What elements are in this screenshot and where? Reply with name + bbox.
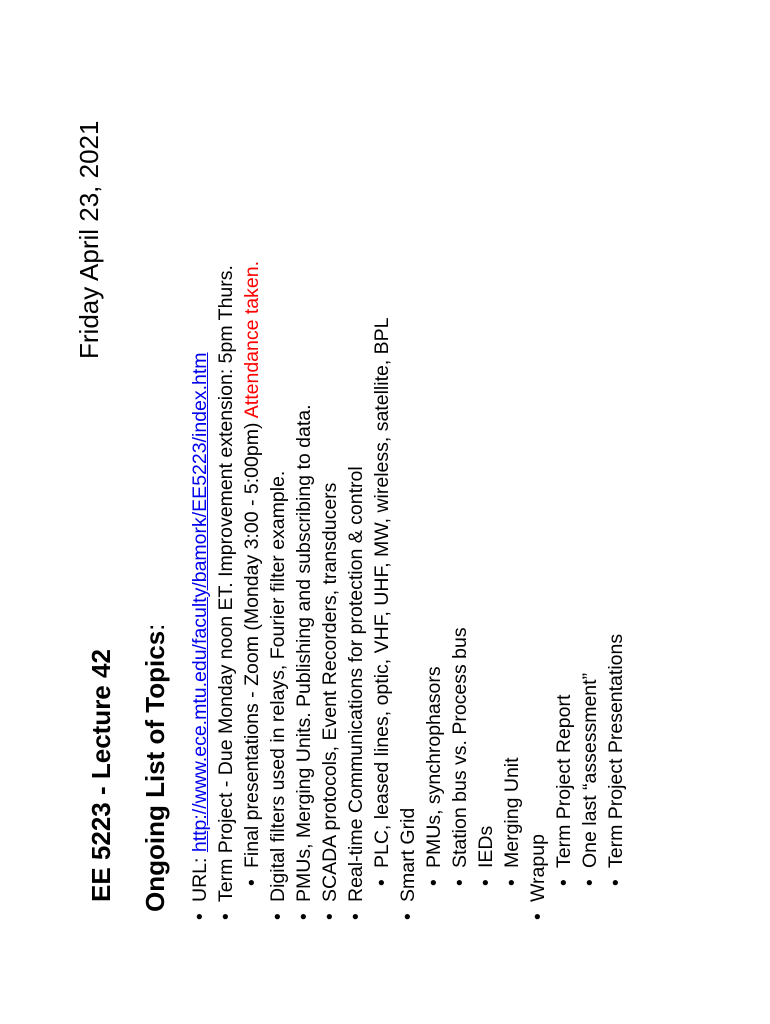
bullet-icon: • <box>397 913 419 920</box>
topic-subitem: Station bus vs. Process bus <box>449 627 471 868</box>
topic-subitem: PLC, leased lines, optic, VHF, UHF, MW, wireless, satellite, BPL <box>371 317 393 868</box>
heading-text: Ongoing List of Topics <box>140 630 170 912</box>
bullet-icon: • <box>371 879 393 886</box>
topic-subitem: One last “assessment” <box>579 672 601 868</box>
topic-subitem: Term Project Presentations <box>605 633 627 868</box>
course-url-link[interactable]: http://www.ece.mtu.edu/faculty/bamork/EE5223/index.htm <box>189 352 211 853</box>
course-title: EE 5223 - Lecture 42 <box>86 649 116 902</box>
topic-item: Smart Grid <box>397 807 419 902</box>
bullet-icon: • <box>267 913 289 920</box>
bullet-icon: • <box>345 913 367 920</box>
bullet-icon: • <box>293 913 315 920</box>
bullet-icon: • <box>579 879 601 886</box>
bullet-icon: • <box>553 879 575 886</box>
topic-item: Digital filters used in relays, Fourier filter example. <box>267 470 289 902</box>
topic-item: Real-time Communications for protection & control <box>345 466 367 902</box>
bullet-icon: • <box>501 879 523 886</box>
bullet-icon: • <box>215 913 237 920</box>
topic-subitem: IEDs <box>475 825 497 868</box>
url-label: URL: <box>189 852 211 902</box>
lecture-date: Friday April 23, 2021 <box>74 120 104 359</box>
bullet-icon: • <box>605 879 627 886</box>
bullet-icon: • <box>319 913 341 920</box>
topic-subitem: Term Project Report <box>553 694 575 868</box>
bullet-icon: • <box>189 913 211 920</box>
topic-subitem: PMUs, synchrophasors <box>423 666 445 868</box>
bullet-icon: • <box>241 879 263 886</box>
bullet-icon: • <box>527 913 549 920</box>
topic-subitem: Merging Unit <box>501 757 523 868</box>
bullet-icon: • <box>475 879 497 886</box>
topic-item: SCADA protocols, Event Recorders, transducers <box>319 482 341 902</box>
heading-colon: : <box>140 623 170 631</box>
topic-item: PMUs, Merging Units. Publishing and subscribing to data. <box>293 404 315 902</box>
topic-subitem <box>240 261 264 868</box>
topic-item: Wrapup <box>527 834 549 902</box>
topic-url-row <box>188 352 212 902</box>
bullet-icon: • <box>449 879 471 886</box>
topic-item: Term Project - Due Monday noon ET. Improvement extension: 5pm Thurs. <box>215 265 237 902</box>
section-heading <box>140 624 171 912</box>
attendance-note: Attendance taken. <box>241 261 263 419</box>
final-presentations-text: Final presentations - Zoom (Monday 3:00 - 5:00pm) <box>241 418 263 868</box>
bullet-icon: • <box>423 879 445 886</box>
